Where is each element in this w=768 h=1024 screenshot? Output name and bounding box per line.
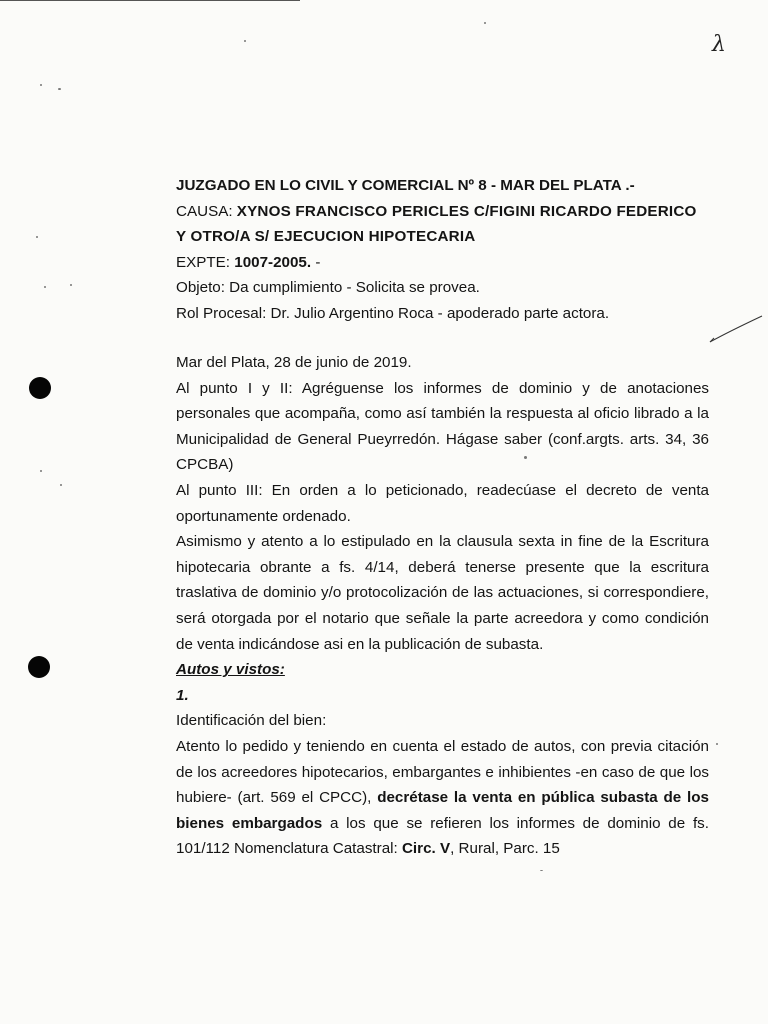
scan-speck (484, 22, 486, 24)
item-number: 1. (176, 686, 189, 704)
paragraph-punto-3: Al punto III: En orden a lo peticionado, readecúase el decreto de venta oportunamente ordenado. (176, 481, 709, 525)
resolution-body (176, 350, 709, 862)
pen-stroke-mark (708, 314, 764, 344)
expte-label: EXPTE: (176, 253, 235, 271)
handwritten-corner-mark: λ (712, 32, 726, 57)
scan-speck (540, 870, 543, 871)
paragraph-atento (176, 734, 709, 862)
atento-bold-2: Circ. V (401, 840, 451, 858)
atento-text-3: , Rural, Parc. 15 (450, 840, 560, 858)
causa-line (176, 199, 709, 225)
causa-value-2: Y OTRO/A S/ EJECUCION HIPOTECARIA (176, 228, 476, 246)
objeto-line: Objeto: Da cumplimiento - Solicita se provea. (176, 279, 480, 297)
scan-speck (60, 484, 62, 486)
punch-hole-bottom (28, 656, 50, 678)
paragraph-asimismo: Asimismo y atento a lo estipulado en la clausula sexta in fine de la Escritura hipotecaria obrante a fs. 4/14, deberá tenerse presente que la escritura traslativa de dominio y/o protocolización de las actuaciones, si correspondiere, será otorgada por el notario que señale la parte acreedora y como condición de venta indicándose asi en la publicación de subasta. (176, 533, 709, 653)
identificacion-heading: Identificación del bien: (176, 712, 327, 730)
atento-text-1: Atento lo pedido y teniendo en cuenta el estado de autos, con previa citación de los acreedores hipotecarios, embargantes e inhibientes -en caso de que los hubiere- (art. 569 el CPCC), (176, 737, 709, 807)
scan-speck (40, 470, 42, 472)
scan-speck (58, 88, 61, 90)
date-line: Mar del Plata, 28 de junio de 2019. (176, 354, 412, 371)
paragraph-punto-1-2: Al punto I y II: Agréguense los informes de dominio y de anotaciones personales que acompaña, como así también la respuesta al oficio librado a la Municipalidad de General Pueyrredón. Hágase saber (conf.argts. arts. 34, 36 CPCBA) (176, 379, 709, 474)
scan-speck (40, 84, 42, 86)
expte-value: 1007-2005. (234, 253, 312, 271)
scan-speck (44, 286, 46, 288)
top-edge-line (0, 0, 300, 1)
expte-line (176, 250, 709, 276)
expte-suffix: - (311, 253, 321, 271)
causa-value-1: XYNOS FRANCISCO PERICLES C/FIGINI RICARDO FEDERICO (236, 202, 697, 220)
punch-hole-top (29, 377, 51, 399)
scan-speck (36, 236, 38, 238)
atento-bold-1: decrétase la venta en pública subasta de los bienes embargados (176, 789, 709, 832)
causa-label: CAUSA: (176, 202, 237, 220)
court-name: JUZGADO EN LO CIVIL Y COMERCIAL Nº 8 - MAR DEL PLATA .- (176, 177, 635, 194)
rol-procesal-line: Rol Procesal: Dr. Julio Argentino Roca - apoderado parte actora. (176, 304, 610, 322)
scan-speck (716, 743, 718, 745)
autos-y-vistos-heading: Autos y vistos: (176, 661, 285, 679)
atento-text-2: a los que se refieren los informes de dominio de fs. 101/112 Nomenclatura Catastral: (176, 814, 709, 858)
scan-speck (244, 40, 246, 42)
case-header (176, 173, 709, 327)
scan-speck (70, 284, 72, 286)
